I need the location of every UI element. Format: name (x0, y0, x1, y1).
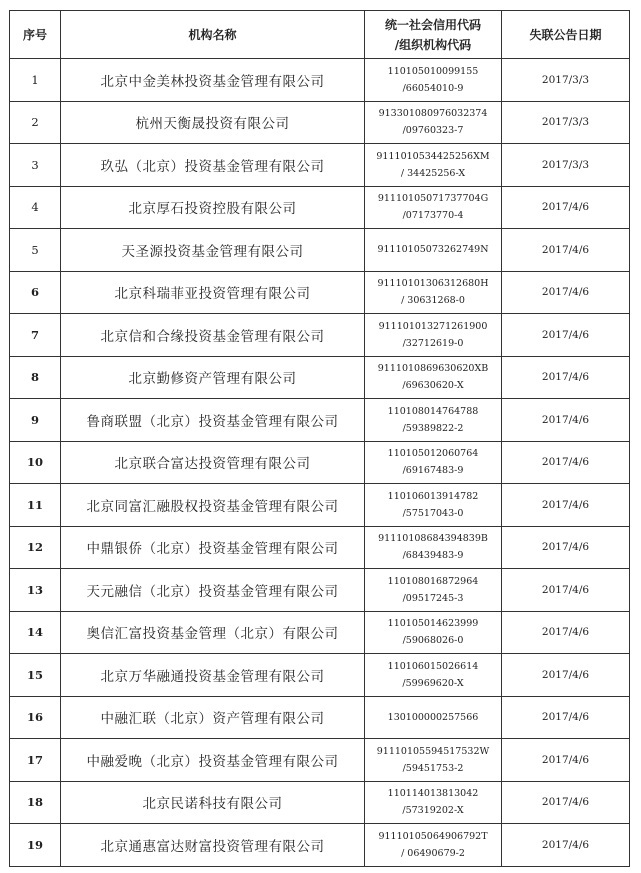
announcement-date: 2017/4/6 (502, 271, 630, 314)
org-code: /68439483-9 (402, 550, 464, 562)
institution-name: 天圣源投资基金管理有限公司 (61, 229, 365, 272)
announcement-date: 2017/4/6 (502, 611, 630, 654)
serial-number: 15 (10, 654, 61, 697)
header-credit-code (365, 11, 502, 59)
credit-code: 91110105064906792T (378, 830, 488, 842)
table-row (10, 611, 630, 654)
table-row (10, 696, 630, 739)
institution-name: 北京万华融通投资基金管理有限公司 (61, 654, 365, 697)
serial-number: 5 (10, 229, 61, 272)
credit-code-cell (365, 739, 502, 782)
institution-name: 杭州天衡晟投资有限公司 (61, 101, 365, 144)
table-row (10, 271, 630, 314)
credit-code-cell (365, 781, 502, 824)
institution-name: 北京民诺科技有限公司 (61, 781, 365, 824)
table-row (10, 229, 630, 272)
credit-code-cell (365, 314, 502, 357)
serial-number: 8 (10, 356, 61, 399)
org-code: /32712619-0 (402, 337, 464, 349)
credit-code: 130100000257566 (387, 711, 479, 723)
announcement-date: 2017/4/6 (502, 526, 630, 569)
serial-number: 7 (10, 314, 61, 357)
credit-code-cell (365, 59, 502, 102)
credit-code-cell (365, 271, 502, 314)
credit-code-cell (365, 484, 502, 527)
serial-number: 13 (10, 569, 61, 612)
org-code: /59451753-2 (402, 762, 464, 774)
announcement-date: 2017/4/6 (502, 569, 630, 612)
table-row (10, 59, 630, 102)
credit-code-cell (365, 441, 502, 484)
table-header-row (10, 11, 630, 59)
institution-name: 中融爱晚（北京）投资基金管理有限公司 (61, 739, 365, 782)
announcement-date: 2017/4/6 (502, 654, 630, 697)
serial-number: 14 (10, 611, 61, 654)
institution-name: 北京同富汇融股权投资基金管理有限公司 (61, 484, 365, 527)
credit-code-cell (365, 654, 502, 697)
announcement-date: 2017/4/6 (502, 696, 630, 739)
serial-number: 3 (10, 144, 61, 187)
serial-number: 12 (10, 526, 61, 569)
table-row (10, 441, 630, 484)
credit-code: 110106015026614 (387, 660, 479, 672)
serial-number: 18 (10, 781, 61, 824)
org-code: /69167483-9 (402, 465, 464, 477)
table-row (10, 824, 630, 867)
credit-code: 91110101306312680H (377, 278, 489, 290)
serial-number: 4 (10, 186, 61, 229)
serial-number: 1 (10, 59, 61, 102)
credit-code: 110114013813042 (387, 788, 479, 800)
credit-code: 110105012060764 (387, 448, 479, 460)
institution-name: 北京科瑞菲亚投资管理有限公司 (61, 271, 365, 314)
credit-code-cell (365, 356, 502, 399)
org-code: /09517245-3 (402, 592, 464, 604)
serial-number: 6 (10, 271, 61, 314)
credit-code: 110105014623999 (387, 618, 479, 630)
org-code: /57517043-0 (402, 507, 464, 519)
org-code: /59068026-0 (402, 635, 464, 647)
announcement-date: 2017/4/6 (502, 186, 630, 229)
table-row (10, 186, 630, 229)
table-row (10, 144, 630, 187)
header-credit-code-line2: /组织机构代码 (394, 37, 472, 52)
credit-code: 91110105073262749N (377, 244, 489, 256)
header-serial-number: 序号 (10, 11, 61, 59)
announcement-date: 2017/4/6 (502, 441, 630, 484)
credit-code-cell (365, 696, 502, 739)
table-row (10, 484, 630, 527)
announcement-date: 2017/3/3 (502, 101, 630, 144)
credit-code: 110106013914782 (387, 490, 479, 502)
org-code: /66054010-9 (402, 82, 464, 94)
credit-code-cell (365, 824, 502, 867)
announcement-date: 2017/4/6 (502, 739, 630, 782)
institution-name: 鲁商联盟（北京）投资基金管理有限公司 (61, 399, 365, 442)
org-code: / 30631268-0 (401, 295, 465, 307)
table-row (10, 739, 630, 782)
institution-name: 中融汇联（北京）资产管理有限公司 (61, 696, 365, 739)
institution-name: 奥信汇富投资基金管理（北京）有限公司 (61, 611, 365, 654)
org-code: /09760323-7 (402, 125, 464, 137)
org-code: / 34425256-X (400, 167, 466, 179)
announcement-date: 2017/3/3 (502, 144, 630, 187)
credit-code-cell (365, 101, 502, 144)
header-announcement-date: 失联公告日期 (502, 11, 630, 59)
institution-name: 北京信和合缘投资基金管理有限公司 (61, 314, 365, 357)
table-row (10, 101, 630, 144)
credit-code: 91110105594517532W (376, 745, 490, 757)
announcement-date: 2017/4/6 (502, 399, 630, 442)
credit-code-cell (365, 399, 502, 442)
org-code: /69630620-X (402, 380, 464, 392)
org-code: /59969620-X (402, 677, 464, 689)
serial-number: 10 (10, 441, 61, 484)
announcement-date: 2017/4/6 (502, 356, 630, 399)
header-credit-code-line1: 统一社会信用代码 (384, 17, 481, 32)
table-row (10, 654, 630, 697)
credit-code-cell (365, 611, 502, 654)
institution-name: 北京中金美林投资基金管理有限公司 (61, 59, 365, 102)
serial-number: 9 (10, 399, 61, 442)
org-code: /57319202-X (402, 805, 464, 817)
credit-code-cell (365, 229, 502, 272)
credit-code-cell (365, 144, 502, 187)
announcement-date: 2017/4/6 (502, 229, 630, 272)
announcement-date: 2017/4/6 (502, 314, 630, 357)
institution-name: 北京联合富达投资管理有限公司 (61, 441, 365, 484)
credit-code: 9111010534425256XM (376, 150, 490, 162)
announcement-date: 2017/3/3 (502, 59, 630, 102)
credit-code: 9111010869630620XB (377, 363, 489, 375)
serial-number: 16 (10, 696, 61, 739)
org-code: /07173770-4 (402, 210, 464, 222)
org-code: /59389822-2 (402, 422, 464, 434)
announcement-date: 2017/4/6 (502, 484, 630, 527)
announcement-date: 2017/4/6 (502, 824, 630, 867)
header-institution-name: 机构名称 (61, 11, 365, 59)
credit-code: 913301080976032374 (378, 108, 488, 120)
table-row (10, 569, 630, 612)
table-row (10, 314, 630, 357)
serial-number: 2 (10, 101, 61, 144)
credit-code: 110108014764788 (387, 405, 479, 417)
credit-code-cell (365, 569, 502, 612)
credit-code: 911101013271261900 (378, 320, 488, 332)
serial-number: 17 (10, 739, 61, 782)
credit-code: 91110108684394839B (378, 533, 488, 545)
institution-name: 天元融信（北京）投资基金管理有限公司 (61, 569, 365, 612)
serial-number: 11 (10, 484, 61, 527)
credit-code-cell (365, 186, 502, 229)
institution-name: 北京勤修资产管理有限公司 (61, 356, 365, 399)
institution-name: 玖弘（北京）投资基金管理有限公司 (61, 144, 365, 187)
table-row (10, 526, 630, 569)
table-row (10, 781, 630, 824)
table-row (10, 356, 630, 399)
table-row (10, 399, 630, 442)
institution-table (9, 10, 630, 867)
credit-code: 91110105071737704G (377, 193, 489, 205)
credit-code-cell (365, 526, 502, 569)
org-code: / 06490679-2 (401, 847, 465, 859)
institution-name: 北京通惠富达财富投资管理有限公司 (61, 824, 365, 867)
institution-name: 中鼎银侨（北京）投资基金管理有限公司 (61, 526, 365, 569)
announcement-date: 2017/4/6 (502, 781, 630, 824)
institution-name: 北京厚石投资控股有限公司 (61, 186, 365, 229)
credit-code: 110108016872964 (387, 575, 479, 587)
credit-code: 110105010099155 (387, 65, 479, 77)
serial-number: 19 (10, 824, 61, 867)
